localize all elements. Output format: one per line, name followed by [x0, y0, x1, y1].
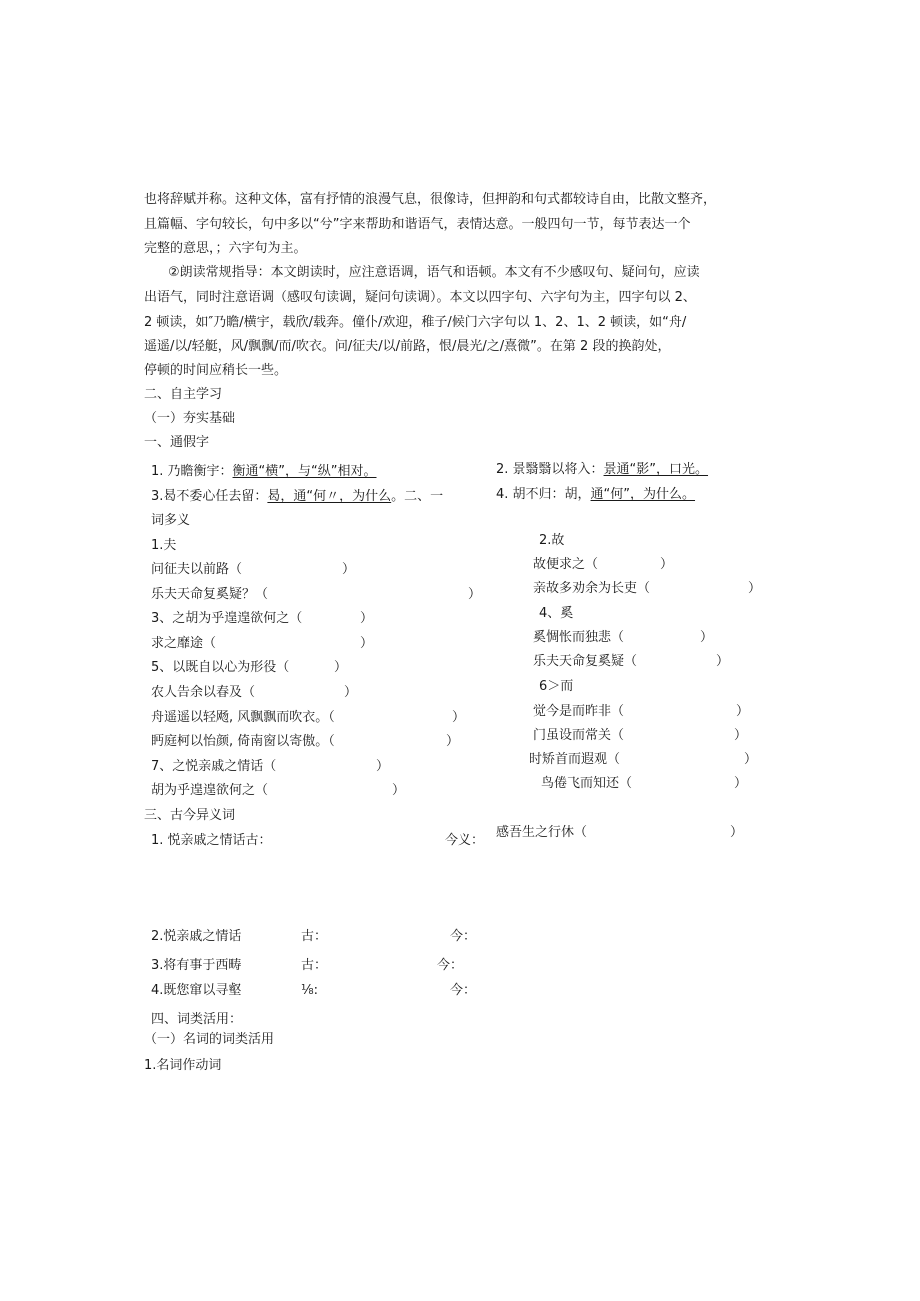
- blank-close: ）: [376, 759, 390, 774]
- tongjia-answer: 曷，通“何〃，为什么: [267, 489, 392, 504]
- yici-item: 舟遥遥以轻飏, 风飘飘而吹衣。（: [151, 710, 335, 725]
- yici-item: 农人告余以春及（: [151, 685, 256, 700]
- yici-heading: 3、之胡为乎遑遑欲何之（: [151, 611, 303, 626]
- yici-heading: 5、以既自以心为形役（: [151, 660, 290, 675]
- yici-item: 乐夫天命复奚疑？（: [151, 587, 269, 602]
- tongjia-answer: 衡通“横”，与“纵”相对。: [232, 464, 377, 479]
- blank-close: ）: [344, 685, 358, 700]
- blank-close: ）: [392, 783, 406, 798]
- intro-line: 出语气，同时注意语调（感叹句读调，疑问句读调）。本文以四字句、六字句为主，四字句以 2、: [144, 290, 696, 305]
- blank-close: ）: [334, 660, 348, 675]
- guji-jin: 今：: [437, 958, 464, 973]
- yici-item: 鸟倦飞而知还（: [541, 776, 633, 791]
- blank-close: ）: [360, 636, 374, 651]
- tongjia-label: 2. 景翳翳以将入：: [496, 462, 604, 477]
- intro-line: 遥遥/以/轻艇，风/飘飘/而/吹衣。问/征夫/以/前路，恨/晨光/之/熹微”。在第 2 段的换韵处，: [144, 339, 671, 354]
- intro-line: 停顿的时间应稍长一些。: [144, 363, 288, 378]
- guji-label: 4.既您窜以寻壑: [151, 983, 242, 998]
- guji-jin: 今：: [450, 983, 477, 998]
- blank-close: ）: [468, 587, 482, 602]
- tongjia-label: 1. 乃瞻衡宇：: [151, 464, 233, 479]
- yici-item: 求之靡途（: [151, 636, 217, 651]
- yici-item: 故便求之（: [533, 557, 599, 572]
- section-heading: 一、通假字: [144, 435, 210, 450]
- section-heading: （一）名词的词类活用: [144, 1032, 275, 1047]
- yici-heading: 1.夫: [151, 538, 177, 553]
- blank-close: ）: [748, 581, 762, 596]
- guji-label: 3.将有事于西畴: [151, 958, 242, 973]
- yici-item: 胡为乎遑遑欲何之（: [151, 783, 269, 798]
- guji-label: 1. 悦亲戚之情话古：: [151, 833, 272, 848]
- yici-item: 门虽设而常关（: [533, 728, 625, 743]
- yici-item: 乐夫天命复奚疑（: [533, 654, 638, 669]
- blank-close: ）: [734, 728, 748, 743]
- yici-item: 问征夫以前路（: [151, 562, 243, 577]
- tongjia-item-4: [496, 487, 695, 503]
- guji-jin: 今：: [450, 929, 477, 944]
- tongjia-item-3: [151, 489, 443, 505]
- section-heading-yici-start: 。二、一: [391, 489, 444, 504]
- guji-right-item: 感吾生之行休（: [496, 825, 588, 840]
- yici-heading: 7、之悦亲戚之情话（: [151, 759, 277, 774]
- guji-label: 2.悦亲戚之情话: [151, 929, 242, 944]
- yici-item: 眄庭柯以怡颜, 倚南窗以寄傲。（: [151, 734, 335, 749]
- blank-close: ）: [700, 630, 714, 645]
- blank-close: ）: [446, 734, 460, 749]
- blank-close: ）: [734, 776, 748, 791]
- blank-close: ）: [744, 752, 758, 767]
- yici-item: 奚惆怅而独悲（: [533, 630, 625, 645]
- tongjia-label: 4. 胡不归：胡，: [496, 487, 591, 502]
- tongjia-answer: 景通“影”，口光。: [603, 462, 709, 477]
- blank-close: ）: [360, 611, 374, 626]
- yici-item: 时矫首而遐观（: [529, 752, 621, 767]
- intro-line: ②朗读常规指导：本文朗读时，应注意语调，语气和语顿。本文有不少感叹句、疑问句，应读: [168, 265, 700, 280]
- intro-line: 完整的意思，；六字句为主。: [144, 241, 307, 256]
- guji-gu: 古：: [301, 958, 328, 973]
- yici-heading: 6＞而: [539, 679, 574, 694]
- guji-gu: 古：: [301, 929, 328, 944]
- tongjia-item-1: [151, 464, 377, 480]
- yici-heading: 4、奚: [539, 606, 574, 621]
- blank-close: ）: [452, 710, 466, 725]
- section-heading: 三、古今异义词: [144, 808, 236, 823]
- section-heading: 二、自主学习: [144, 387, 223, 402]
- section-heading: 四、词类活用：: [151, 1012, 243, 1027]
- intro-line: 也将辞赋并称。这种文体，富有抒情的浪漫气息，很像诗，但押韵和句式都较诗自由，比散文整齐，: [144, 192, 717, 207]
- blank-close: ）: [736, 704, 750, 719]
- section-heading: 1.名词作动词: [144, 1058, 222, 1073]
- tongjia-answer: 通“何”，为什么。: [590, 487, 696, 502]
- section-heading: （一）夯实基础: [144, 411, 236, 426]
- guji-gu: ⅛:: [301, 983, 318, 998]
- section-heading-yici-end: 词多义: [151, 513, 191, 528]
- blank-close: ）: [660, 557, 674, 572]
- yici-item: 亲故多劝余为长吏（: [533, 581, 651, 596]
- blank-close: ）: [716, 654, 730, 669]
- yici-heading: 2.故: [539, 533, 565, 548]
- tongjia-item-2: [496, 462, 708, 478]
- intro-line: 且篇幅、字句较长，句中多以“兮”字来帮助和谐语气，表情达意。一般四句一节，每节表达一个: [144, 217, 691, 232]
- tongjia-label: 3.曷不委心任去留：: [151, 489, 268, 504]
- blank-close: ）: [730, 825, 744, 840]
- blank-close: ）: [342, 562, 356, 577]
- guji-jin: 今义：: [445, 833, 485, 848]
- intro-line: 2 顿读，如″乃瞻/横宇，载欣/载奔。僮仆/欢迎，稚子/候门六字句以 1、2、1、2 顿读，如“舟/: [144, 315, 687, 330]
- yici-item: 觉今是而昨非（: [533, 704, 625, 719]
